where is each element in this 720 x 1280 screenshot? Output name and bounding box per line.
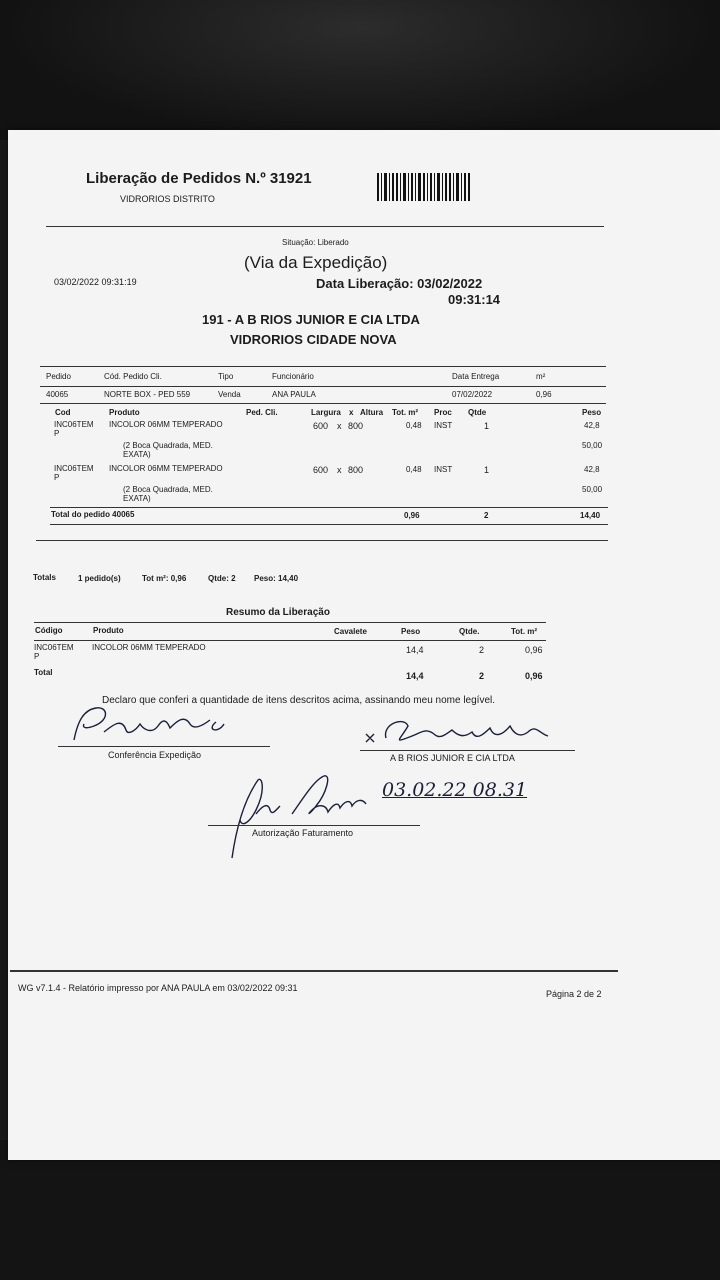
- summary-produto: INCOLOR 06MM TEMPERADO: [92, 643, 206, 652]
- divider: [34, 622, 546, 623]
- order-m2: 0,96: [536, 390, 552, 399]
- item-note: (2 Boca Quadrada, MED.: [123, 485, 213, 494]
- item-proc: INST: [434, 465, 453, 474]
- item-tot-m2: 0,48: [406, 465, 422, 474]
- item-peso: 42,8: [584, 421, 600, 430]
- summary-peso: 14,4: [406, 645, 424, 655]
- barcode: [377, 173, 475, 201]
- footer-divider: [10, 970, 618, 972]
- declaration-text: Declaro que conferi a quantidade de itens descritos acima, assinando meu nome legível.: [102, 695, 496, 706]
- divider: [50, 507, 608, 508]
- col-tipo: Tipo: [218, 372, 234, 381]
- items-col-tot-m2: Tot. m²: [392, 408, 419, 417]
- items-col-ped-cli: Ped. Cli.: [246, 408, 278, 417]
- client-order-code: NORTE BOX - PED 559: [104, 390, 191, 399]
- divider: [50, 524, 608, 525]
- divider: [40, 403, 606, 404]
- customer-name: 191 - A B RIOS JUNIOR E CIA LTDA: [202, 312, 420, 327]
- items-col-largura: Largura: [311, 408, 341, 417]
- company-name: VIDRORIOS DISTRITO: [120, 194, 215, 204]
- summary-total-peso: 14,4: [406, 671, 424, 681]
- col-pedido: Pedido: [46, 372, 71, 381]
- item-cod-suffix: P: [54, 429, 60, 438]
- summary-col-produto: Produto: [93, 626, 124, 635]
- item-cod: INC06TEM: [54, 420, 94, 429]
- signature-conferencia: [66, 700, 246, 750]
- summary-col-tot-m2: Tot. m²: [511, 627, 538, 636]
- totals-pedidos: 1 pedido(s): [78, 574, 121, 583]
- totals-qtde: Qtde: 2: [208, 574, 236, 583]
- signature-line: [208, 825, 420, 826]
- order-total-peso: 14,40: [580, 511, 601, 520]
- summary-col-cavalete: Cavalete: [334, 627, 367, 636]
- footer-report: WG v7.1.4 - Relatório impresso por ANA PAULA em 03/02/2022 09:31: [18, 983, 298, 993]
- summary-tot-m2: 0,96: [525, 645, 543, 655]
- summary-col-qtde: Qtde.: [459, 627, 480, 636]
- col-funcionario: Funcionário: [272, 372, 314, 381]
- item-note-cont: EXATA): [123, 494, 151, 503]
- item-proc: INST: [434, 421, 453, 430]
- handwritten-date: 03.02.22 08.31: [382, 779, 528, 801]
- item-x: x: [337, 465, 342, 475]
- customer-branch: VIDRORIOS CIDADE NOVA: [230, 332, 397, 347]
- totals-m2: Tot m²: 0,96: [142, 574, 187, 583]
- items-col-x: x: [349, 408, 354, 417]
- item-qtde: 1: [484, 465, 490, 475]
- photo-background-top: [0, 0, 720, 140]
- item-peso: 42,8: [584, 465, 600, 474]
- item-qtde: 1: [484, 421, 490, 431]
- divider: [36, 540, 608, 541]
- employee: ANA PAULA: [272, 390, 316, 399]
- summary-col-peso: Peso: [401, 627, 421, 636]
- order-total-qtde: 2: [484, 511, 489, 520]
- summary-total-label: Total: [34, 668, 53, 677]
- item-tot-m2: 0,48: [406, 421, 422, 430]
- release-time: 09:31:14: [448, 292, 501, 307]
- order-total-label: Total do pedido 40065: [51, 510, 135, 519]
- items-col-altura: Altura: [360, 408, 384, 417]
- situation-label: Situação: Liberado: [282, 238, 349, 247]
- order-type: Venda: [218, 390, 241, 399]
- item-altura: 800: [348, 465, 364, 475]
- footer-page: Página 2 de 2: [546, 989, 602, 999]
- items-col-proc: Proc: [434, 408, 452, 417]
- signature-autorizacao: [222, 770, 382, 860]
- photo-background-bottom: [0, 1140, 720, 1280]
- col-data-entrega: Data Entrega: [452, 372, 500, 381]
- totals-label: Totals: [33, 573, 56, 582]
- summary-codigo: INC06TEM: [34, 643, 74, 652]
- autorizacao-label: Autorização Faturamento: [252, 828, 354, 838]
- signature-cliente: [364, 714, 564, 754]
- items-col-cod: Cod: [55, 408, 71, 417]
- item-largura: 600: [313, 421, 329, 431]
- col-m2: m²: [536, 372, 546, 381]
- divider: [34, 640, 546, 641]
- document-title: Liberação de Pedidos N.º 31921: [86, 170, 312, 187]
- item-cod-suffix: P: [54, 473, 60, 482]
- items-col-qtde: Qtde: [468, 408, 487, 417]
- item-largura: 600: [313, 465, 329, 475]
- item-produto: INCOLOR 06MM TEMPERADO: [109, 420, 223, 429]
- copy-label: (Via da Expedição): [244, 253, 388, 272]
- divider: [40, 386, 606, 387]
- summary-col-codigo: Código: [35, 626, 63, 635]
- conferencia-label: Conferência Expedição: [108, 750, 202, 760]
- order-total-m2: 0,96: [404, 511, 420, 520]
- printed-datetime: 03/02/2022 09:31:19: [54, 277, 137, 287]
- item-note: (2 Boca Quadrada, MED.: [123, 441, 213, 450]
- release-date: Data Liberação: 03/02/2022: [316, 276, 483, 291]
- totals-peso: Peso: 14,40: [254, 574, 299, 583]
- col-cod-pedido-cli: Cód. Pedido Cli.: [104, 372, 162, 381]
- summary-total-tot-m2: 0,96: [525, 671, 543, 681]
- item-produto: INCOLOR 06MM TEMPERADO: [109, 464, 223, 473]
- item-cod: INC06TEM: [54, 464, 94, 473]
- cliente-label: A B RIOS JUNIOR E CIA LTDA: [390, 753, 515, 763]
- signature-line: [58, 746, 270, 747]
- divider: [46, 226, 604, 227]
- item-altura: 800: [348, 421, 364, 431]
- summary-codigo-suffix: P: [34, 652, 40, 661]
- divider: [40, 366, 606, 367]
- items-col-peso: Peso: [582, 408, 602, 417]
- delivery-date: 07/02/2022: [452, 390, 493, 399]
- summary-total-qtde: 2: [479, 671, 485, 681]
- item-note-cont: EXATA): [123, 450, 151, 459]
- summary-title: Resumo da Liberação: [226, 607, 330, 618]
- signature-line: [360, 750, 575, 751]
- summary-qtde: 2: [479, 645, 485, 655]
- item-note-peso: 50,00: [582, 441, 603, 450]
- items-col-produto: Produto: [109, 408, 140, 417]
- document-page: [8, 130, 720, 1160]
- item-note-peso: 50,00: [582, 485, 603, 494]
- order-number: 40065: [46, 390, 69, 399]
- item-x: x: [337, 421, 342, 431]
